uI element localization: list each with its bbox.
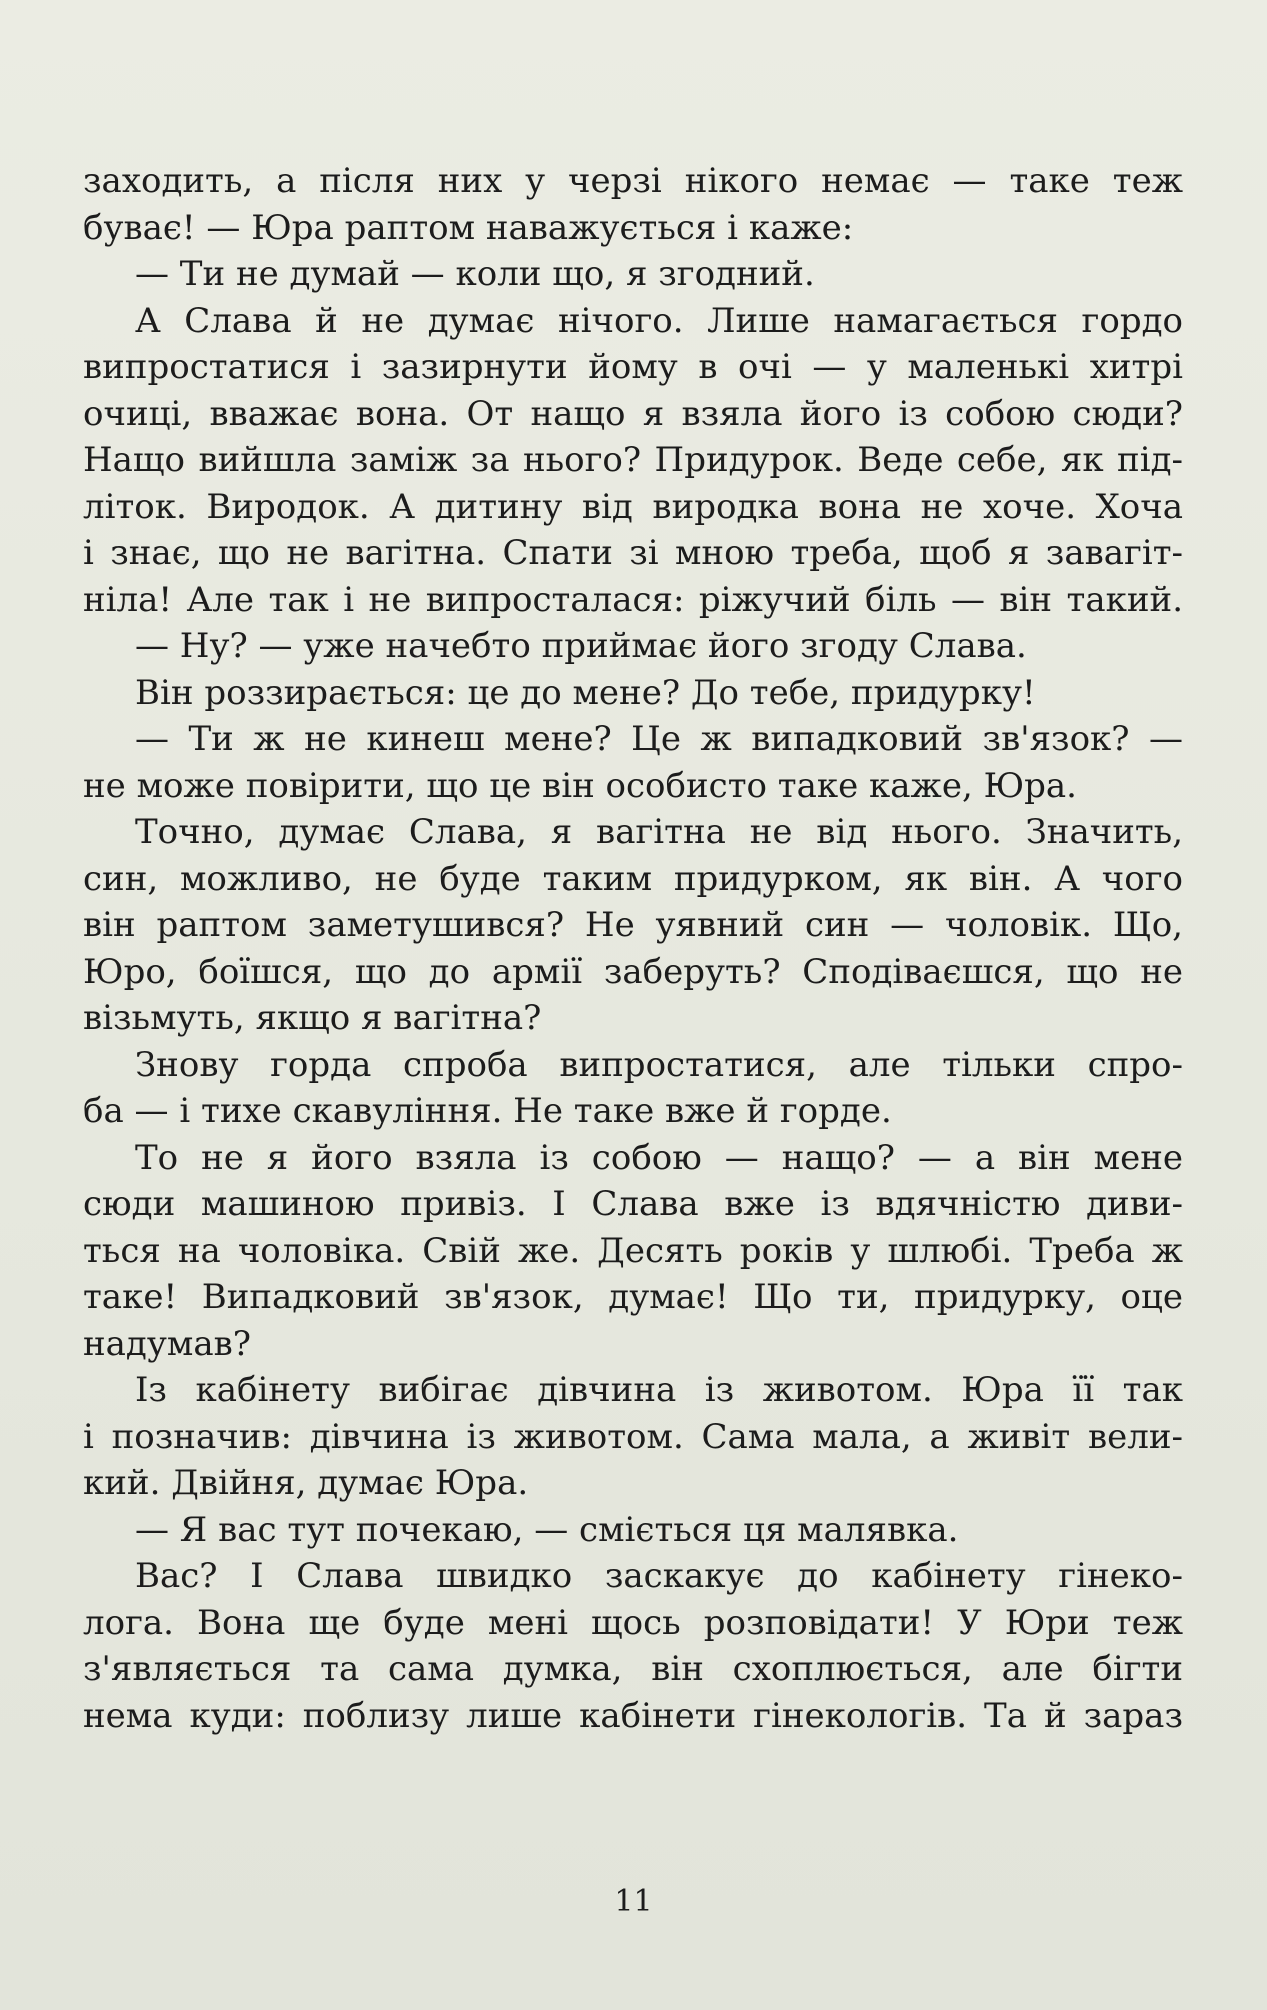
text-line: таке! Випадковий зв'язок, думає! Що ти, придурку, оце [83, 1277, 1183, 1317]
text-line: буває! — Юра раптом наважується і каже: [83, 207, 854, 248]
text-line: кий. Двійня, думає Юра. [83, 1463, 529, 1503]
text-line: не може повірити, що це він особисто таке каже, Юра. [83, 765, 1077, 806]
text-line: Він роззирається: це до мене? До тебе, придурку! [135, 672, 1036, 713]
text-line: заходить, а після них у черзі нікого немає — таке теж [83, 161, 1183, 201]
text-line: літок. Виродок. А дитину від виродка вона не хоче. Хоча [83, 486, 1183, 527]
text-line: нема куди: поблизу лише кабінети гінекологів. Та й зараз [83, 1695, 1183, 1736]
text-line: — Ти не думай — коли що, я згодний. [135, 254, 815, 294]
text-line: сюди машиною привіз. І Слава вже із вдячністю диви- [83, 1184, 1183, 1224]
text-line: ться на чоловіка. Свій же. Десять років у шлюбі. Треба ж [83, 1230, 1183, 1271]
text-line: То не я його взяла із собою — нащо? — а він мене [135, 1137, 1183, 1178]
text-line: — Ти ж не кинеш мене? Це ж випадковий зв'язок? — [135, 719, 1183, 759]
text-line: — Ну? — уже начебто приймає його згоду Слава. [135, 626, 1027, 666]
text-line: Юро, боїшся, що до армії заберуть? Сподіваєшся, що не [83, 951, 1183, 992]
text-line: А Слава й не думає нічого. Лише намагається гордо [135, 300, 1183, 341]
text-line: — Я вас тут почекаю, — сміється ця малявка. [135, 1509, 959, 1550]
text-line: надумав? [83, 1323, 251, 1364]
text-line: з'являється та сама думка, він схоплюється, але бігти [83, 1649, 1183, 1689]
text-line: ба — і тихе скавуління. Не таке вже й горде. [83, 1091, 892, 1131]
text-line: Із кабінету вибігає дівчина із животом. Юра її так [135, 1370, 1183, 1410]
text-line: ніла! Але так і не випросталася: ріжучий біль — він такий. [83, 579, 1183, 620]
text-line: Вас? І Слава швидко заскакує до кабінету гінеко- [135, 1556, 1183, 1596]
text-line: Нащо вийшла заміж за нього? Придурок. Веде себе, як під- [83, 440, 1183, 480]
text-line: і знає, що не вагітна. Спати зі мною треба, щоб я завагіт- [83, 533, 1183, 573]
text-line: очиці, вважає вона. От нащо я взяла його із собою сюди? [83, 393, 1183, 434]
text-line: Знову горда спроба випростатися, але тільки спро- [135, 1044, 1183, 1085]
text-line: випростатися і зазирнути йому в очі — у маленькі хитрі [83, 347, 1183, 387]
text-line: син, можливо, не буде таким придурком, як він. А чого [83, 858, 1183, 899]
text-line: він раптом заметушився? Не уявний син — чоловік. Що, [83, 905, 1183, 945]
text-line: лога. Вона ще буде мені щось розповідати! У Юри теж [83, 1602, 1183, 1643]
text-line: візьмуть, якщо я вагітна? [83, 998, 542, 1038]
text-line: Точно, думає Слава, я вагітна не від нього. Значить, [135, 812, 1183, 852]
page-number: 11 [614, 1884, 653, 1919]
body-text [83, 158, 1183, 1739]
text-line: і позначив: дівчина із животом. Сама мала, а живіт вели- [83, 1416, 1183, 1457]
